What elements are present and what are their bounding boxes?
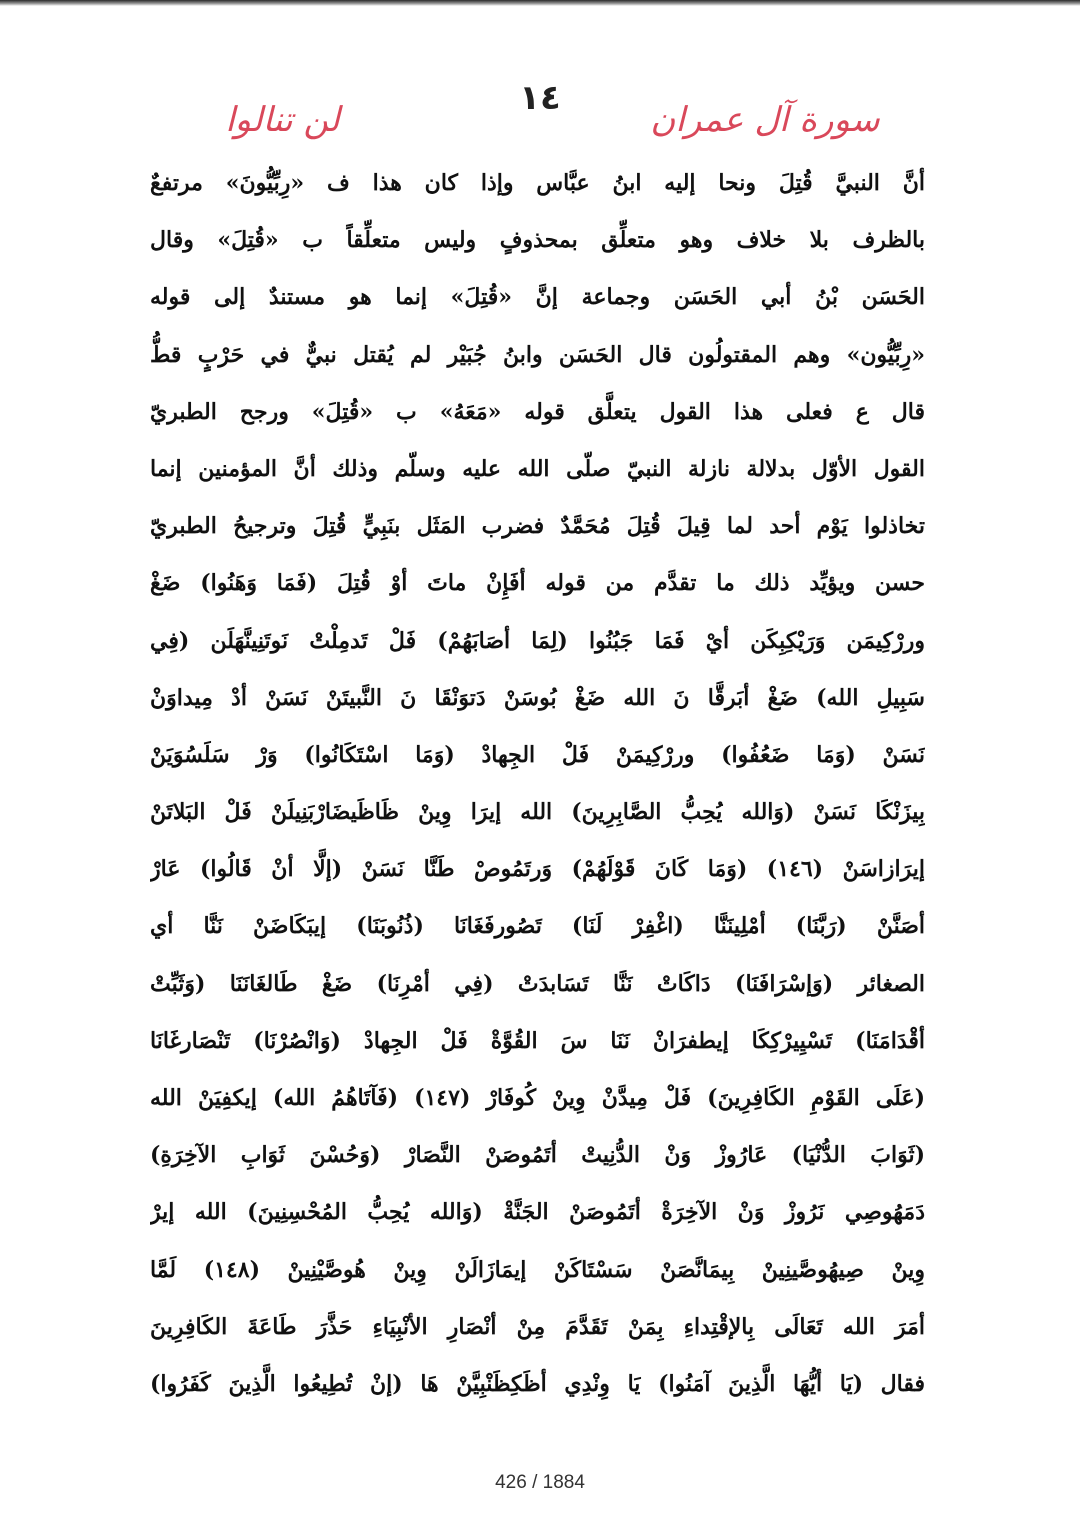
page-number: ١٤ xyxy=(519,78,561,118)
text-line: (ثَوَابَ الدُّنْيَا) عَارُوزْ وَنْ الدُّنِيتْ أتَمُوصَنْ النَّصَارْ (وَحُسْنَ ثَوَابِ الآخِرَةِ) xyxy=(150,1142,925,1169)
margin-note-surah: سورة آل عمران xyxy=(650,100,880,140)
text-line: حسن ويؤيِّد ذلك ما تقدَّم من قوله أفَإِنْ ماتَ أوْ قُتِلَ (فَمَا وَهَنُوا) ضَغْ xyxy=(150,570,925,597)
text-line: وِينْ صِيهُوصَّينِينْ بِيمَانَّصَنْ سَسْتَاكَنْ إيمَازَالَنْ وِينْ هُوصَّيْنِينْ (١٤٨) لَمَّا xyxy=(150,1256,925,1283)
text-line: أقْدَامَنَا) تَسْيِيرْكِكَا إيطفرَانْ نَنَا سَ القُوَّةْ فَلْ الجِهادْ (وَانْصُرْنَا) تَنْصَارغَانَا xyxy=(150,1027,925,1054)
text-line: سَبِيلِ الله) ضَغْ أبَرقَّا نَ الله ضَغْ بُوسَنْ دَتوَنْقَا نَ النَّبيتَنْ نَسَنْ أدْ مِيداوَنْ xyxy=(150,684,925,711)
text-line: تخاذلوا يَوْم أحد لما قِيلَ قُتِلَ مُحَمَّدٌ فضرب المَثَل بنَبِيٍّ قُتِلَ وترجيحُ الطبريّ xyxy=(150,513,925,540)
scan-edge xyxy=(0,0,1080,6)
text-line: أصَنَّنْ (رَبَّنَا) أمْلِينَنَّا (اغْفِرْ لَنَا) تَصُورفَغَانَا (ذُنُوبَنَا) إيبَكَاضَنْ نَنَّا أي xyxy=(150,913,925,940)
text-line: فقال (يَا أيُّهَا الَّذِينَ آمَنُوا) يَا وِنْدِي أظَكِظَنْبِيَّنْ هَا (إنْ تُطِيعُوا الَّذِينَ كَفَرُوا) xyxy=(150,1370,925,1397)
text-line: دَمَهُوصِي نَرُوزْ وَنْ الآخِرَةْ أتَمُوصَنْ الجَنَّةْ (وَالله يُحِبُّ المُحْسِنِينَ) الله إيرْ xyxy=(150,1199,925,1226)
text-line: بالظرف بلا خلاف وهو متعلِّق بمحذوفٍ وليس متعلِّقاً ب «قُتِلَ» وقال xyxy=(150,227,925,254)
text-line: وررْكِيمَن وَرَيْكِبِكَن أيْ فَمَا جَبُنُوا (لِمَا أصَابَهُمْ) فَلْ تَدمِلْتْ نَوتَنِينَّهَلَن (فِي xyxy=(150,627,925,654)
text-line: الصغائر (وَإسْرَافَنَا) دَاكَاتْ نَنَّا تَسَابدَتْ (فِي أمْرِنَا) ضَغْ طَالغَانَنَا (وَثَبِّتْ xyxy=(150,970,925,997)
text-line: أمَرَ الله تَعَالَى بِالإقْتِداءِ بِمَنْ تَقَدَّمَ مِنْ أنْصَارِ الأنْبِيَاءِ حَذَّرَ طَاعَةَ الكَافِرِينَ xyxy=(150,1313,925,1340)
text-line: القول الأوّل بدلالة نازلة النبيّ صلّى الله عليه وسلّم وذلك أنَّ المؤمنين إنما xyxy=(150,455,925,482)
text-line: أنَّ النبيَّ قُتِلَ ونحا إليه ابنُ عبَّاس وإذا كان هذا ف «رِبِّيُّونَ» مرتفعٌ xyxy=(150,170,925,196)
text-line: قال ع فعلى هذا القول يتعلَّق قوله «مَعَهُ» ب «قُتِلَ» ورجح الطبريّ xyxy=(150,398,925,425)
margin-note-juz: لن تنالوا xyxy=(225,100,340,140)
text-line: إيرَازاسَنْ (١٤٦) (وَمَا كَانَ قَوْلَهُمْ) وَرتَمُوصْ طَنَّا نَسَنْ (إلَّا أنْ قَالُوا) عَارْ xyxy=(150,856,925,883)
body-text xyxy=(150,155,925,1413)
text-line: «رِبِّيُّون» وهم المقتولُون قال الحَسَن وابنُ جُبَيْر لم يُقتل نبيٌّ في حَرْبٍ قطُّ xyxy=(150,341,925,368)
text-line: الحَسَن بْنُ أبي الحَسَن وجماعة إنَّ «قُتِلَ» إنما هو مستندٌ إلى قوله xyxy=(150,284,925,311)
page-counter: 426 / 1884 xyxy=(495,1472,585,1493)
text-line: نَسَنْ (وَمَا ضَعُفُوا) وررْكِيمَنْ فَلْ الجِهادْ (وَمَا اسْتَكَانُوا) وَرْ سَلَسُوَيَنْ xyxy=(150,741,925,768)
text-line: بِيزَنْكَا نَسَنْ (وَالله يُحِبُّ الصَّابِرِينَ) الله إيرَا وِينْ ظَاظَيضَارْبَنِيلَنْ فَلْ البَلاتَنْ xyxy=(150,799,925,826)
text-line: (عَلَى القَوْمِ الكَافِرِينَ) فَلْ مِيدَّنْ وِينْ كُوفَارْ (١٤٧) (فَآتَاهُمُ الله) إيكفِيَنْ الله xyxy=(150,1085,925,1111)
